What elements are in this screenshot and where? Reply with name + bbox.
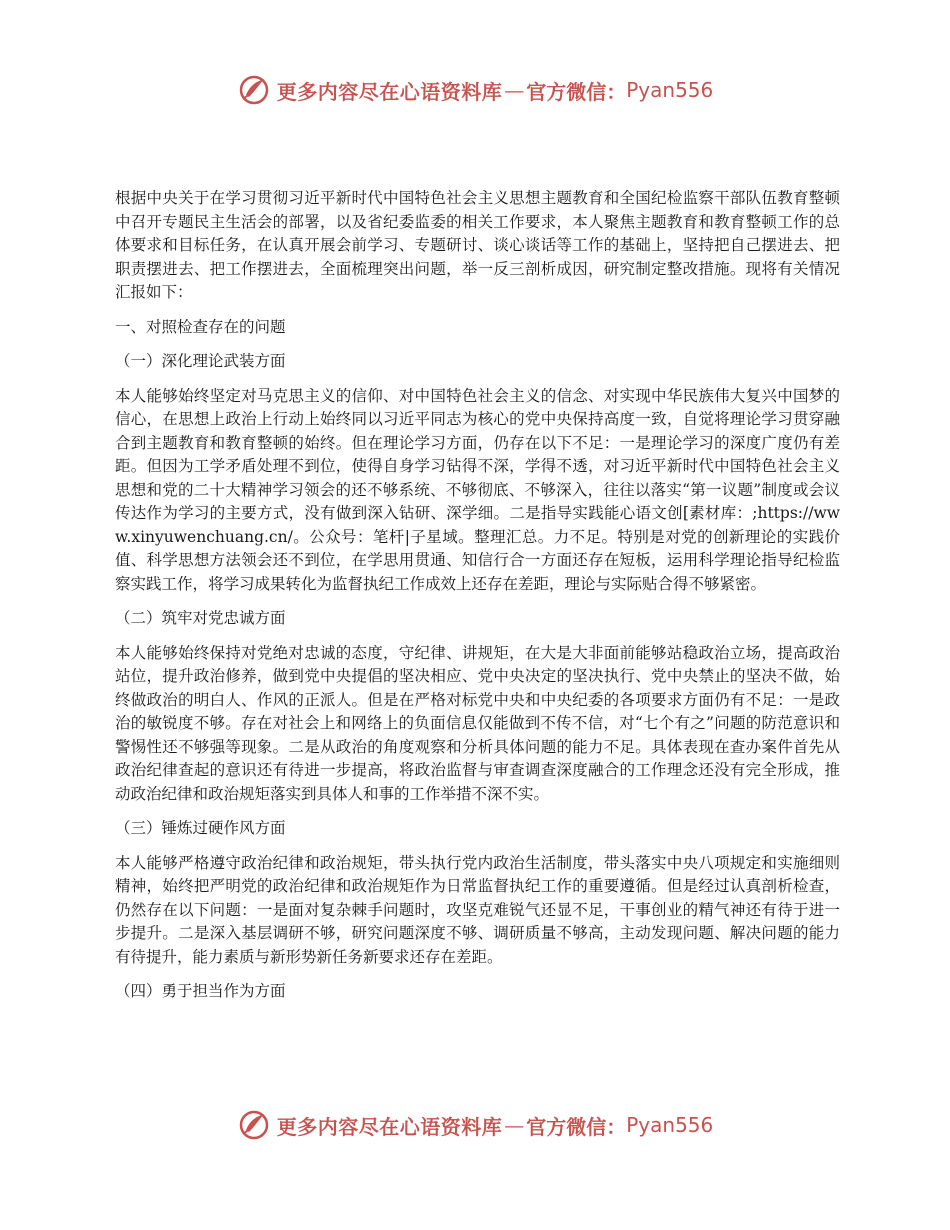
banner-wechat-label: 官方微信： <box>526 1114 627 1139</box>
banner-site-text: 更多内容尽在心语资料库 <box>276 1114 503 1139</box>
subsection-1-heading: （一）深化理论武装方面 <box>115 352 286 370</box>
section-1-heading: 一、对照检查存在的问题 <box>115 317 286 336</box>
bottom-banner <box>0 1105 950 1145</box>
top-banner <box>0 70 950 110</box>
banner-wechat-label: 官方微信： <box>526 79 627 104</box>
subsection-2-body: 本人能够始终保持对党绝对忠诚的态度，守纪律、讲规矩，在大是大非面前能够站稳政治立场，提高政治站位，提升政治修养，做到党中央提倡的坚决相应、党中央决定的坚决执行、党中央禁止的坚决不做，始终做政治的明白人、作风的正派人。但是在严格对标党中央和中央纪委的各项要求方面仍有不足：一是政治的敏锐度不够。存在对社会上和网络上的负面信息仅能做到不传不信，对“七个有之”问题的防范意识和警惕性还不够强等现象。二是从政治的角度观察和分析具体问题的能力不足。具体表现在查办案件首先从政治纪律查起的意识还有待进一步提高，将政治监督与审查调查深度融合的工作理念还没有完全形成，推动政治纪律和政治规矩落实到具体人和事的工作举措不深不实。 <box>115 643 840 803</box>
subsection-3-heading: （三）锤炼过硬作风方面 <box>115 819 286 837</box>
document-body <box>115 187 840 1015</box>
banner-wechat-id: Pyan556 <box>626 78 714 102</box>
quill-swirl-logo-icon <box>237 1108 271 1142</box>
banner-wechat-id: Pyan556 <box>626 1113 714 1137</box>
banner-site-text: 更多内容尽在心语资料库 <box>276 79 503 104</box>
quill-swirl-logo-icon <box>237 73 271 107</box>
subsection-4-heading: （四）勇于担当作为方面 <box>115 982 286 1000</box>
subsection-3-body: 本人能够严格遵守政治纪律和政治规矩，带头执行党内政治生活制度，带头落实中央八项规定和实施细则精神，始终把严明党的政治纪律和政治规矩作为日常监督执纪工作的重要遵循。但是经过认真剖析检查，仍然存在以下问题：一是面对复杂棘手问题时，攻坚克难锐气还显不足，干事创业的精气神还有待于进一步提升。二是深入基层调研不够，研究问题深度不够、调研质量不够高，主动发现问题、解决问题的能力有待提升，能力素质与新形势新任务新要求还存在差距。 <box>115 853 840 966</box>
banner-separator: — <box>504 78 525 102</box>
subsection-1-body: 本人能够始终坚定对马克思主义的信仰、对中国特色社会主义的信念、对实现中华民族伟大复兴中国梦的信心，在思想上政治上行动上始终同以习近平同志为核心的党中央保持高度一致，自觉将理论学习贯穿融合到主题教育和教育整顿的始终。但在理论学习方面，仍存在以下不足：一是理论学习的深度广度仍有差距。但因为工学矛盾处理不到位，使得自身学习钻得不深，学得不透，对习近平新时代中国特色社会主义思想和党的二十大精神学习领会的还不够系统、不够彻底、不够深入，往往以落实“第一议题”制度或会议传达作为学习的主要方式，没有做到深入钻研、深学细。二是指导实践能心语文创[素材库：;https://www.xinyuwenchuang.cn/。公众号：笔杆|子星域。整理汇总。力不足。特别是对党的创新理论的实践价值、科学思想方法领会还不到位，在学思用贯通、知信行合一方面还存在短板，运用科学理论指导纪检监察实践工作，将学习成果转化为监督执纪工作成效上还存在差距，理论与实际贴合得不够紧密。 <box>115 386 840 593</box>
banner-separator: — <box>504 1113 525 1137</box>
intro-paragraph: 根据中央关于在学习贯彻习近平新时代中国特色社会主义思想主题教育和全国纪检监察干部队伍教育整顿中召开专题民主生活会的部署，以及省纪委监委的相关工作要求，本人聚焦主题教育和教育整顿工作的总体要求和目标任务，在认真开展会前学习、专题研讨、谈心谈话等工作的基础上，坚持把自己摆进去、把职责摆进去、把工作摆进去，全面梳理突出问题，举一反三剖析成因，研究制定整改措施。现将有关情况汇报如下： <box>115 189 840 301</box>
subsection-2-heading: （二）筑牢对党忠诚方面 <box>115 609 286 627</box>
